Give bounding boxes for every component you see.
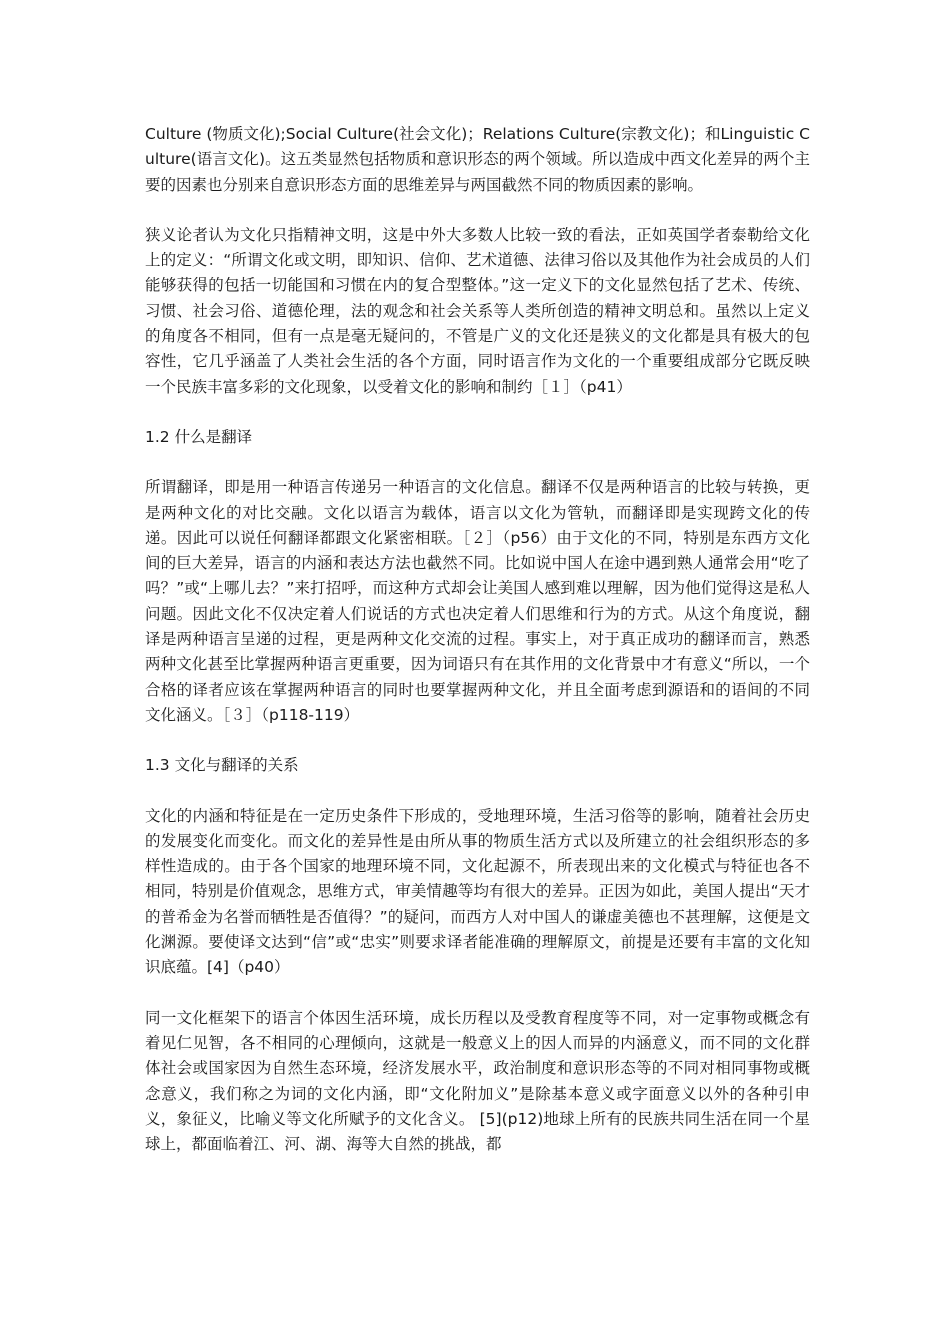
paragraph-translation-definition: 所谓翻译，即是用一种语言传递另一种语言的文化信息。翻译不仅是两种语言的比较与转换，更是两种文化的对比交融。文化以语言为载体，语言以文化为管轨，而翻译即是实现跨文化的传递。因此可以说任何翻译都跟文化紧密相联。［２］（p56）由于文化的不同，特别是东西方文化间的巨大差异，语言的内涵和表达方法也截然不同。比如说中国人在途中遇到熟人通常会用“吃了吗？”或“上哪儿去？”来打招呼，而这种方式却会让美国人感到难以理解，因为他们觉得这是私人问题。因此文化不仅决定着人们说话的方式也决定着人们思维和行为的方式。从这个角度说，翻译是两种语言呈递的过程，更是两种文化交流的过程。事实上，对于真正成功的翻译而言，熟悉两种文化甚至比掌握两种语言更重要，因为词语只有在其作用的文化背景中才有意义“所以，一个合格的译者应该在掌握两种语言的同时也要掌握两种文化，并且全面考虑到源语和的语间的不同文化涵义。［３］（p118-119） xyxy=(145,478,810,724)
paragraph-culture-characteristics: 文化的内涵和特征是在一定历史条件下形成的，受地理环境，生活习俗等的影响，随着社会历史的发展变化而变化。而文化的差异性是由所从事的物质生活方式以及所建立的社会组织形态的多样性造成的。由于各个国家的地理环境不同，文化起源不，所表现出来的文化模式与特征也各不相同，特别是价值观念，思维方式，审美情趣等均有很大的差异。正因为如此，美国人提出“天才的普希金为名誉而牺牲是否值得？”的疑问，而西方人对中国人的谦虚美德也不甚理解，这便是文化渊源。要使译文达到“信”或“忠实”则要求译者能准确的理解原文，前提是还要有丰富的文化知识底蕴。[4]（p40） xyxy=(145,806,810,977)
document-page xyxy=(145,122,810,1182)
paragraph-culture-categories: Culture (物质文化);Social Culture(社会文化)；Relations Culture(宗教文化)；和Linguistic Culture(语言文化)。这五类显然包括物质和意识形态的两个领域。所以造成中西文化差异的两个主要的因素也分别来自意识形态方面的思维差异与两国截然不同的物质因素的影响。 xyxy=(145,125,810,194)
paragraph-narrow-definition: 狭义论者认为文化只指精神文明，这是中外大多数人比较一致的看法，正如英国学者泰勒给文化上的定义：“所谓文化或文明，即知识、信仰、艺术道德、法律习俗以及其他作为社会成员的人们能够获得的包括一切能国和习惯在内的复合型整体。”这一定义下的文化显然包括了艺术、传统、习惯、社会习俗、道德伦理，法的观念和社会关系等人类所创造的精神文明总和。虽然以上定义的角度各不相同，但有一点是毫无疑问的，不管是广义的文化还是狭义的文化都是具有极大的包容性，它几乎涵盖了人类社会生活的各个方面，同时语言作为文化的一个重要组成部分它既反映一个民族丰富多彩的文化现象，以受着文化的影响和制约［１］（p41） xyxy=(145,225,810,396)
paragraph-cultural-connotation: 同一文化框架下的语言个体因生活环境，成长历程以及受教育程度等不同，对一定事物或概念有着见仁见智，各不相同的心理倾向，这就是一般意义上的因人而异的内涵意义，而不同的文化群体社会或国家因为自然生态环境，经济发展水平，政治制度和意识形态等的不同对相同事物或概念意义，我们称之为词的文化内涵，即“文化附加义”是除基本意义或字面意义以外的各种引申义，象征义，比喻义等文化所赋予的文化含义。 [5](p12)地球上所有的民族共同生活在同一个星球上，都面临着江、河、湖、海等大自然的挑战，都 xyxy=(145,1008,810,1154)
section-heading-culture-translation-relation: 1.3 文化与翻译的关系 xyxy=(145,756,299,775)
section-heading-what-is-translation: 1.2 什么是翻译 xyxy=(145,427,253,446)
